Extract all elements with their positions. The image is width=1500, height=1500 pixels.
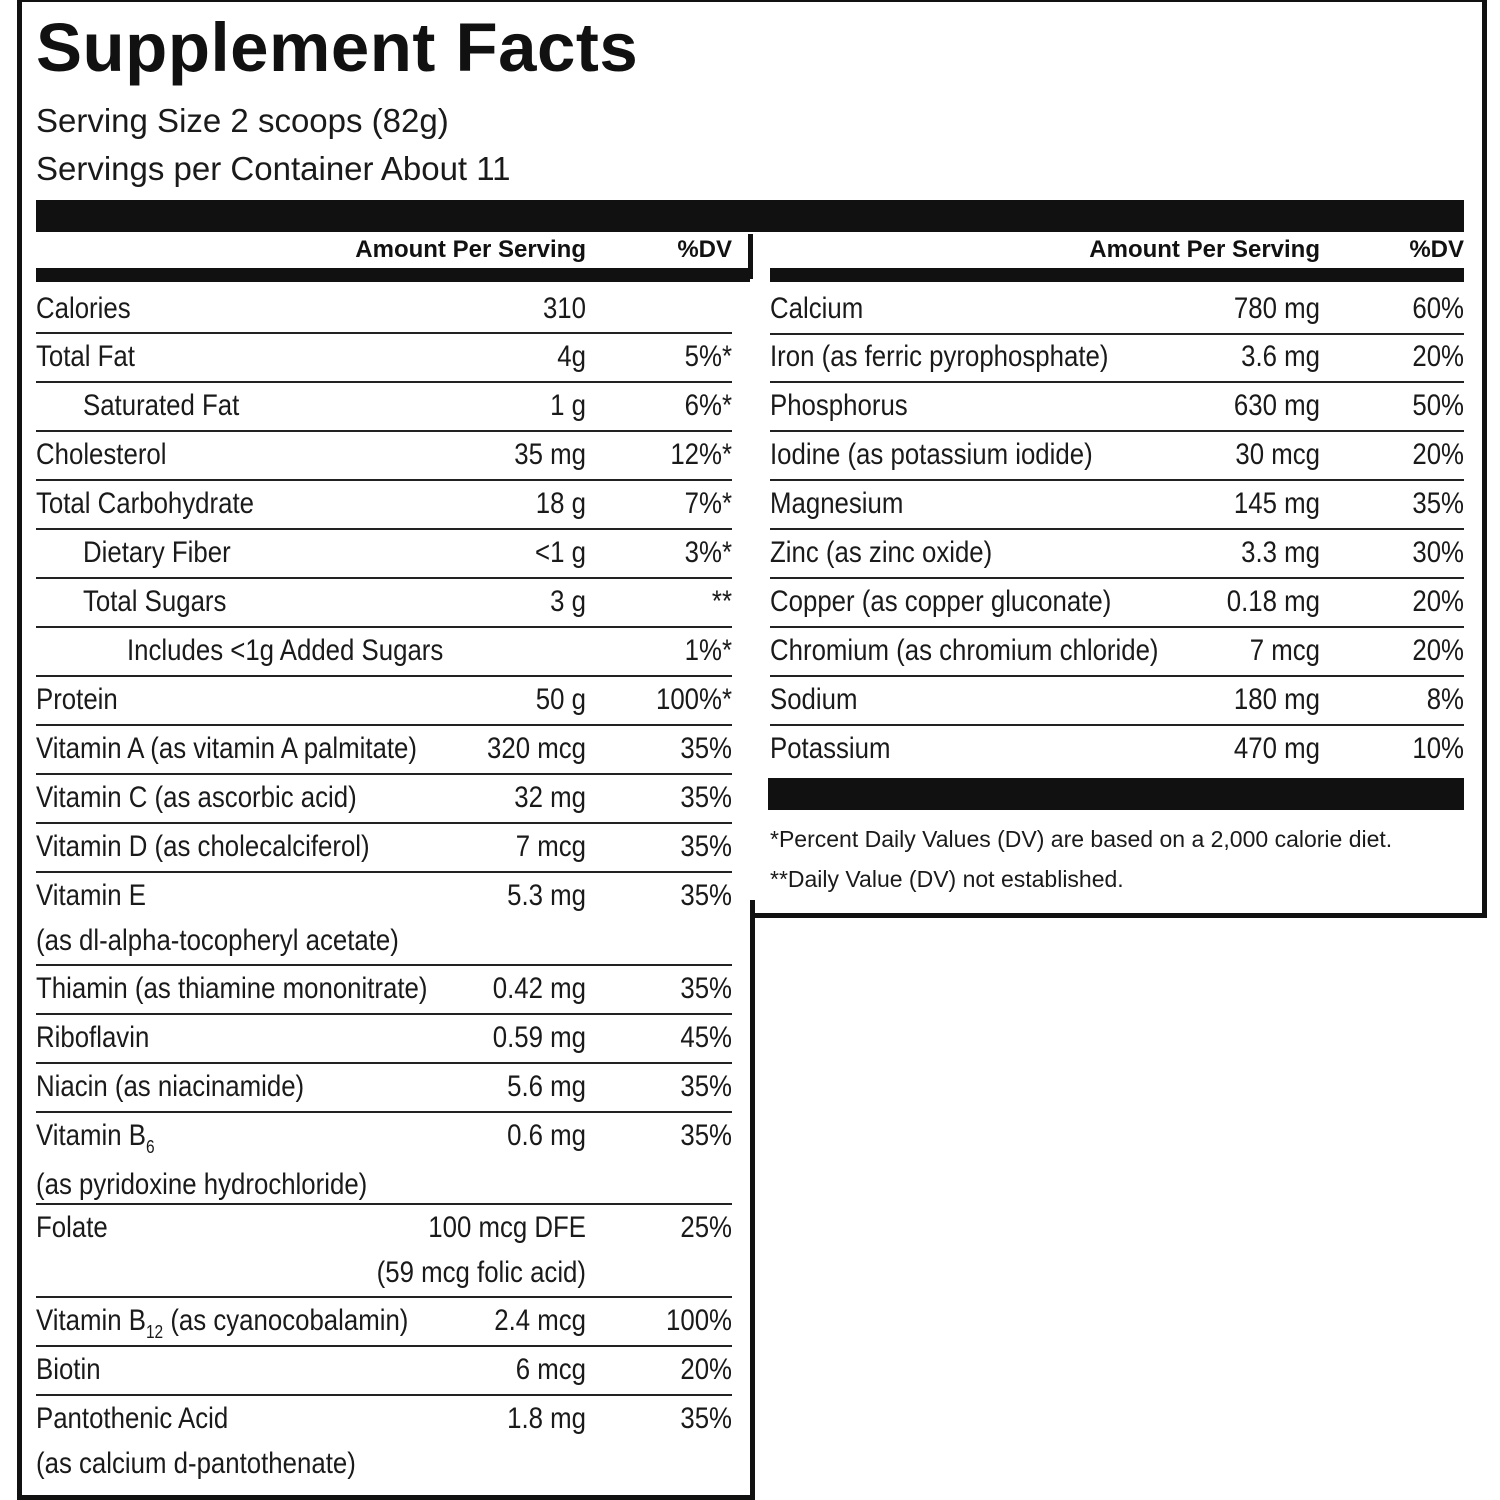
nutrient-dv: 35% [680,879,732,912]
mineral-dv: 10% [1412,732,1464,765]
mineral-amount: 145 mg [1233,487,1320,520]
mineral-name: Zinc (as zinc oxide) [770,536,993,569]
top-thick-bar [36,200,1464,232]
nutrient-name-text: Vitamin A (as vitamin A palmitate) [36,732,417,765]
nutrient-dv: 12%* [670,438,732,471]
bottom-thick-bar [768,778,1464,810]
nutrient-name-text: Protein [36,683,118,716]
nutrient-amount [371,966,586,1011]
mineral-dv: 60% [1412,292,1464,325]
nutrient-amount [371,1205,586,1295]
nutrient-amount [371,432,586,477]
mineral-name: Iron (as ferric pyrophosphate) [770,340,1109,373]
nutrient-row [36,579,732,628]
nutrient-amount-text: 0.59 mg [492,1021,586,1054]
mineral-name: Copper (as copper gluconate) [770,585,1112,618]
servings-per-container: Servings per Container About 11 [36,150,511,187]
mineral-name: Sodium [770,683,858,716]
nutrient-row [36,824,732,873]
nutrient-dv: 25% [680,1211,732,1244]
mineral-row [770,628,1464,677]
nutrient-row [36,1298,732,1347]
nutrient-amount [371,383,586,428]
footnote-not-established: **Daily Value (DV) not established. [770,866,1124,892]
nutrient-amount-text: 100 mcg DFE [428,1211,586,1244]
nutrient-amount [371,530,586,575]
nutrient-name-text: Total Fat [36,340,135,373]
nutrient-amount-detail: (59 mcg folic acid) [376,1256,586,1289]
nutrient-name-text: Includes <1g Added Sugars [127,634,444,667]
nutrient-row [36,530,732,579]
mineral-row [770,383,1464,432]
nutrient-amount-text: 310 [542,292,586,325]
nutrient-amount-text: 0.6 mg [507,1119,586,1152]
nutrient-dv: 35% [680,1402,732,1435]
nutrient-name-text: Thiamin (as thiamine mononitrate) [36,972,428,1005]
mineral-row [770,432,1464,481]
nutrient-amount [371,824,586,869]
right-dv-header: %DV [1409,236,1464,263]
nutrient-row [36,1396,732,1496]
nutrient-name-text: Cholesterol [36,438,167,471]
mineral-dv: 30% [1412,536,1464,569]
nutrient-amount-text: 6 mcg [515,1353,586,1386]
nutrient-name-text: Saturated Fat [83,389,240,422]
mineral-amount: 3.3 mg [1241,536,1320,569]
mineral-name: Phosphorus [770,389,908,422]
mineral-row [770,726,1464,775]
nutrient-amount [371,726,586,771]
nutrient-amount-text: <1 g [535,536,586,569]
mineral-name: Iodine (as potassium iodide) [770,438,1093,471]
left-dv-header: %DV [677,236,732,263]
nutrient-dv: 35% [680,830,732,863]
nutrient-row [36,286,732,334]
nutrient-amount [371,1015,586,1060]
nutrient-name-text: Vitamin D (as cholecalciferol) [36,830,370,863]
nutrient-name-text: Vitamin B [36,1119,146,1152]
nutrient-row [36,775,732,824]
nutrient-amount [371,286,586,331]
mineral-amount: 0.18 mg [1226,585,1320,618]
nutrient-amount-text: 2.4 mcg [494,1304,586,1337]
nutrient-name-subscript: 12 [145,1322,164,1342]
nutrient-name-text: Riboflavin [36,1021,150,1054]
nutrient-name-detail: (as calcium d-pantothenate) [36,1447,356,1480]
serving-size: Serving Size 2 scoops (82g) [36,102,449,139]
nutrient-name-text: Vitamin E [36,879,146,912]
nutrient-amount-text: 18 g [535,487,586,520]
nutrient-name-text: Total Carbohydrate [36,487,254,520]
mineral-name: Potassium [770,732,891,765]
nutrient-name-text: Dietary Fiber [83,536,231,569]
nutrient-amount [371,1347,586,1392]
nutrient-amount [371,579,586,624]
nutrient-amount [371,481,586,526]
nutrient-row [36,966,732,1015]
nutrient-row [36,432,732,481]
nutrient-dv: 7%* [684,487,732,520]
nutrient-amount-text: 35 mg [514,438,586,471]
nutrient-amount-text: 32 mg [514,781,586,814]
nutrient-amount-text: 3 g [550,585,586,618]
mineral-row [770,579,1464,628]
nutrient-dv: 35% [680,972,732,1005]
nutrient-name-text: Total Sugars [83,585,227,618]
nutrient-row [36,1015,732,1064]
nutrient-dv: 35% [680,1119,732,1152]
nutrient-row [36,1064,732,1113]
nutrient-amount [371,677,586,722]
nutrient-row [36,677,732,726]
mineral-dv: 20% [1412,634,1464,667]
nutrient-dv: 35% [680,781,732,814]
nutrient-dv: 6%* [684,389,732,422]
nutrient-row [36,1347,732,1396]
footnote-dv: *Percent Daily Values (DV) are based on a 2,000 calorie diet. [770,826,1393,852]
nutrient-dv: 35% [680,732,732,765]
mineral-dv: 50% [1412,389,1464,422]
mineral-amount: 470 mg [1233,732,1320,765]
nutrient-amount-text: 4g [557,340,586,373]
mineral-row [770,530,1464,579]
nutrient-name-text: Biotin [36,1353,101,1386]
left-amount-header: Amount Per Serving [355,236,586,263]
nutrient-amount [371,873,586,918]
nutrient-name-text: Pantothenic Acid [36,1402,229,1435]
mineral-name: Chromium (as chromium chloride) [770,634,1159,667]
nutrient-amount-text: 5.6 mg [507,1070,586,1103]
nutrient-amount [371,775,586,820]
nutrient-row [36,1113,732,1205]
nutrient-row [36,334,732,383]
nutrient-dv: 45% [680,1021,732,1054]
nutrient-dv: 100% [666,1304,732,1337]
mineral-amount: 630 mg [1233,389,1320,422]
nutrient-row [36,1205,732,1298]
mineral-row [770,481,1464,530]
nutrient-name-text: Niacin (as niacinamide) [36,1070,305,1103]
right-header-bar [770,268,1464,282]
nutrient-amount-text: 320 mcg [487,732,586,765]
nutrient-amount [371,1396,586,1441]
mineral-dv: 35% [1412,487,1464,520]
right-amount-header: Amount Per Serving [1089,236,1320,263]
nutrient-dv: 100%* [655,683,732,716]
left-header-bar [36,268,750,282]
nutrient-amount [371,1298,586,1343]
nutrient-amount-text: 0.42 mg [492,972,586,1005]
nutrient-name-text: Vitamin B [36,1304,146,1337]
nutrient-amount [371,334,586,379]
nutrient-amount [371,1113,586,1158]
nutrient-dv: 35% [680,1070,732,1103]
mineral-amount: 180 mg [1233,683,1320,716]
mineral-amount: 3.6 mg [1241,340,1320,373]
nutrient-amount-text: 1.8 mg [507,1402,586,1435]
nutrient-row [36,873,732,966]
nutrient-name-suffix: (as cyanocobalamin) [163,1304,409,1337]
nutrient-name-detail: (as pyridoxine hydrochloride) [36,1168,368,1201]
nutrient-row [36,726,732,775]
mineral-row [770,286,1464,335]
nutrient-name-detail: (as dl-alpha-tocopheryl acetate) [36,924,399,957]
nutrient-name-text: Vitamin C (as ascorbic acid) [36,781,357,814]
nutrient-name-text: Calories [36,292,131,325]
mineral-name: Calcium [770,292,864,325]
nutrient-dv: 3%* [684,536,732,569]
nutrient-name-subscript: 6 [145,1137,155,1157]
mineral-dv: 8% [1426,683,1464,716]
nutrient-row [36,481,732,530]
nutrient-amount [371,1064,586,1109]
mineral-name: Magnesium [770,487,904,520]
nutrient-row [36,383,732,432]
mineral-amount: 780 mg [1233,292,1320,325]
nutrient-amount-text: 1 g [550,389,586,422]
nutrient-amount-text: 50 g [535,683,586,716]
nutrient-name [127,628,574,673]
label-title: Supplement Facts [36,9,639,86]
mineral-row [770,334,1464,383]
nutrient-amount-text: 5.3 mg [507,879,586,912]
nutrient-dv: 20% [680,1353,732,1386]
nutrient-name-text: Folate [36,1211,108,1244]
mineral-dv: 20% [1412,438,1464,471]
mineral-amount: 30 mcg [1235,438,1320,471]
mineral-amount: 7 mcg [1249,634,1320,667]
nutrient-dv: 5%* [684,340,732,373]
nutrient-dv: ** [711,585,732,618]
mineral-row [770,677,1464,726]
mineral-dv: 20% [1412,340,1464,373]
nutrient-dv: 1%* [684,634,732,667]
nutrient-amount-text: 7 mcg [515,830,586,863]
nutrient-row [36,628,732,677]
mineral-dv: 20% [1412,585,1464,618]
